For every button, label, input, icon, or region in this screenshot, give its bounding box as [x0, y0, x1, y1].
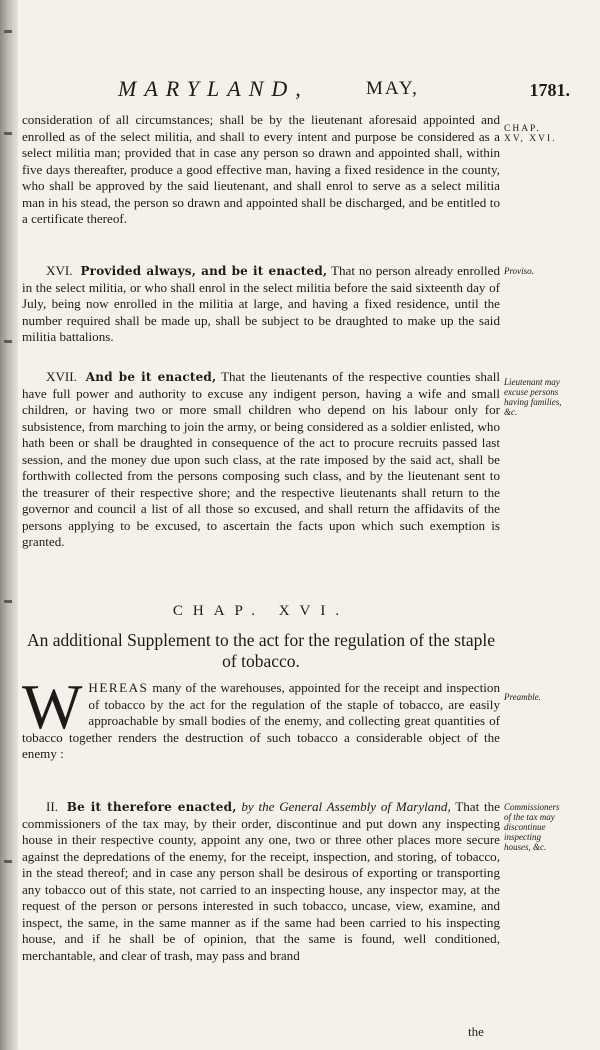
gutter-mark — [4, 132, 12, 135]
drop-cap: W — [22, 671, 83, 742]
preamble-paragraph — [22, 671, 500, 763]
header-state: MARYLAND, — [118, 76, 309, 101]
paragraph-continuation: consideration of all circumstances; shall be by the lieutenant aforesaid appointed and enrolled as of the select militia, and shall to every intent and purpose be considered as a select militia man; provided that in case any person so drawn and appointed shall, within five days thereafter, produce a good effective man, having a fixed residence in the county, who shall be approved by the said lieutenant, and shall enrol to serve as a select militia man in his stead, the person so drawn and appointed shall be discharged, and be entitled to a certificate thereof. — [22, 112, 500, 226]
margin-note-preamble: Preamble. — [504, 692, 541, 702]
margin-note-commissioners: Commissioners of the tax may discontinue inspecting houses, &c. — [504, 802, 560, 852]
section-lead-blackletter: Provided always, and be it enacted, — [80, 264, 328, 278]
margin-note-proviso: Proviso. — [504, 266, 534, 276]
section-number: XVI. — [46, 263, 73, 278]
section-enacting-clause: by the General Assembly of Maryland, — [241, 799, 451, 814]
chapter-heading: CHAP. XVI. — [172, 603, 350, 619]
section-ii — [22, 799, 500, 1021]
section-xvi — [22, 263, 500, 346]
gutter-mark — [4, 860, 12, 863]
gutter-mark — [4, 30, 12, 33]
header-month: MAY, — [366, 78, 419, 99]
section-lead-blackletter: And be it enacted, — [85, 370, 217, 384]
chapter-title: An additional Supplement to the act for the regulation of the staple of tobacco. — [27, 630, 495, 671]
gutter-mark — [4, 600, 12, 603]
margin-note-lieutenant: Lieutenant may excuse persons having families, &c. — [504, 377, 562, 417]
section-xvii — [22, 369, 500, 551]
catchword: the — [468, 1024, 484, 1039]
margin-note-chap: CHAP. XV, XVI. — [504, 124, 557, 144]
section-text: That the lieutenants of the respective counties shall have full power and authority to excuse any indigent person, having a wife and small children, or having two or more small children who depend on his labour only for subsistence, from marching to join the army, or being considered as a soldier enlisted, who hath been or shall be draughted in consequence of the act to procure recruits passed last session, and the money due upon such class, at the rate imposed by the said act, shall be forthwith collected from the persons composing such class, and by the lieutenant sent to the treasurer of their respective shore; and the respective lieutenants shall return to the governor and council a list of all those so excused, and shall return the affidavits of the persons applying to be excused, to ascertain the facts upon which such exemption is granted. — [22, 369, 501, 549]
section-number: XVII. — [46, 369, 77, 384]
section-number: II. — [46, 799, 58, 814]
section-text: That no person already enrolled in the select militia, or who shall enrol in the select militia before the said sixteenth day of July, being now enrolled in the militia at large, and having a fixed residence, until the number required shall be made up, shall be subject to be draughted to make up the said militia battalions. — [22, 263, 500, 344]
running-header — [110, 76, 570, 110]
gutter-mark — [4, 340, 12, 343]
preamble-caps: HEREAS — [88, 680, 149, 695]
preamble-text: many of the warehouses, appointed for the receipt and inspection of tobacco by the act for the regulation of the staple of tobacco, are easily approachable by small bodies of the enemy, and collecting great quantities of tobacco together renders the destruction of such tobacco a considerable object of the enemy : — [22, 680, 500, 761]
section-text: That the commissioners of the tax may, by their order, discontinue and put down any inspecting house in their respective county, appoint any one, two or three other places more secure against the depredations of the enemy, for the receipt, inspection, and storing, of tobacco, in the stead thereof; and in case any person shall be desirous of exporting or transporting any tobacco out of this state, not carried to an inspecting house, any inspector may, at the request of the person or persons interested in such tobacco, uncase, view, examine, and inspect, the same, in the same manner as if the same had been carried to his inspecting house, and if he shall be of opinion, that the same is found, well conditioned, merchantable, and clear of trash, may pass and brand — [22, 799, 500, 963]
section-lead-blackletter: Be it therefore enacted, — [66, 800, 237, 814]
header-year: 1781. — [529, 80, 570, 100]
page-binding-gutter — [0, 0, 18, 1050]
